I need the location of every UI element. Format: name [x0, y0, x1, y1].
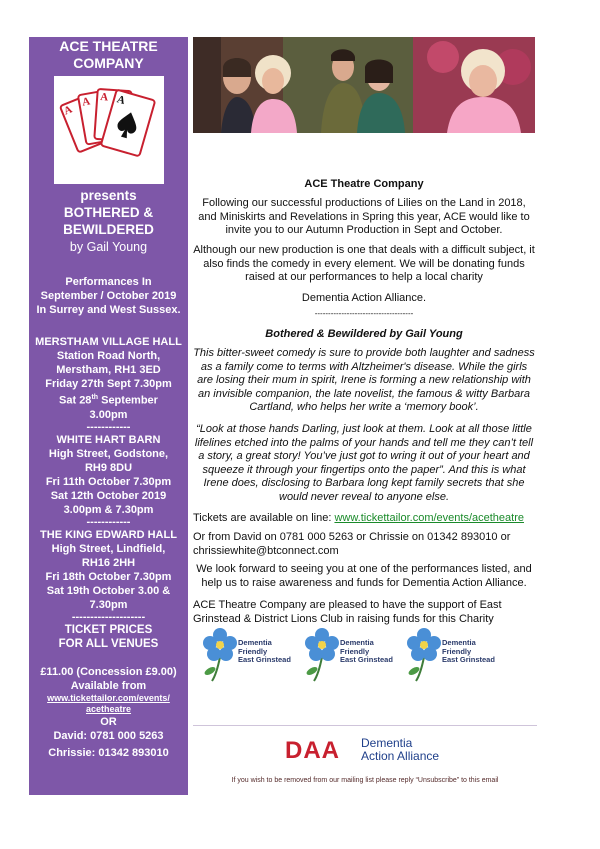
df-line: Dementia	[238, 638, 272, 647]
venue-date-month: September	[98, 394, 158, 407]
performances-line: Performances In	[65, 276, 152, 288]
venue-line: Fri 18th October 7.30pm	[45, 570, 172, 583]
sidebar-divider: ------------	[86, 420, 131, 433]
tickets-line	[193, 512, 535, 526]
svg-text:A: A	[61, 103, 74, 118]
quote-paragraph: “Look at those hands Darling, just look at them. Look at all those little lifelines etched into the palms of your hands and tell me they can’t tell a story, a great story! You’ve just got to wring it out of your heart and squeeze it through your fingertips onto the paper”. And this is what Irene does, disclosing to Barbara long kept family secrets that she would never reveal to anyone else.	[194, 423, 534, 503]
venue-line: Merstham, RH1 3ED	[56, 364, 161, 376]
production-paragraph: Although our new production is one that deals with a difficult subject, it also finds the comedy in every element. We will be donating funds raised at our performances to help a local charity	[193, 244, 535, 283]
company-title-line2: COMPANY	[73, 55, 144, 71]
performances-line: September / October 2019	[40, 290, 177, 302]
venue-godstone	[29, 433, 188, 517]
charity-name: Dementia Action Alliance.	[301, 292, 427, 304]
forget-me-not-icon	[302, 625, 342, 683]
venue-line: High Street, Lindfield,	[51, 542, 166, 555]
dementia-friendly-text	[340, 639, 393, 665]
ticket-url-link[interactable]	[29, 693, 188, 715]
or-label: OR	[100, 715, 117, 728]
ticket-url-line[interactable]: acetheatre	[85, 703, 132, 714]
daa-name-line: Dementia	[361, 736, 413, 750]
sidebar-divider: ------------	[86, 515, 131, 528]
footer-rule	[193, 725, 537, 726]
support-paragraph: ACE Theatre Company are pleased to have the support of East Grinstead & District Lions Club in raising funds for this Charity	[193, 599, 502, 625]
available-label: Available from	[70, 679, 147, 692]
svg-text:A: A	[99, 91, 109, 104]
forget-me-not-icon	[200, 625, 240, 683]
venue-line: Friday 27th Sept 7.30pm	[45, 378, 172, 390]
company-title-line1: ACE THEATRE	[59, 38, 158, 54]
dementia-friendly-logos	[200, 625, 530, 685]
dementia-friendly-text	[442, 639, 495, 665]
forget-me-not-icon	[404, 625, 444, 683]
closing-paragraph: We look forward to seeing you at one of the performances listed, and help us to raise awareness and funds for Dementia Action Alliance.	[196, 563, 532, 589]
venue-lindfield	[29, 528, 188, 612]
unsubscribe-note: If you wish to be removed from our mailing list please reply “Unsubscribe” to this email	[231, 777, 499, 784]
daa-name	[361, 737, 439, 763]
venue-line: Sat 12th October 2019	[50, 489, 167, 502]
dementia-friendly-logo	[200, 625, 296, 683]
ticket-info	[29, 665, 188, 693]
main-heading: ACE Theatre Company	[304, 178, 424, 190]
venue-line: 3.00pm & 7.30pm	[63, 503, 154, 516]
df-line: East Grinstead	[442, 655, 495, 664]
synopsis-paragraph: This bitter-sweet comedy is sure to provide both laughter and sadness as a family come to terms with Altzheimer's disease. While the girls are losing their mum in spirit, Irene is forming a new relationship with an invisible companion, the late novelist, the famous & witty Barbara Cartland, who helps her write a ‘memory book’.	[193, 347, 535, 413]
df-line: Friendly	[442, 646, 472, 656]
df-line: Friendly	[340, 646, 370, 656]
ticket-price: £11.00 (Concession £9.00)	[40, 665, 177, 678]
cast-photo-illustration	[193, 37, 535, 133]
dementia-friendly-logo	[404, 625, 500, 683]
venue-merstham	[29, 335, 188, 422]
playing-cards-icon	[54, 76, 164, 184]
ticket-url-line[interactable]: www.tickettailor.com/events/	[47, 692, 170, 703]
show-title-line2: BEWILDERED	[63, 222, 154, 237]
contact-email: chrissiewhite@btconnect.com	[193, 544, 339, 557]
df-line: Dementia	[340, 638, 374, 647]
venue-line: 7.30pm	[89, 598, 128, 611]
company-title	[29, 38, 188, 72]
venue-line: RH9 8DU	[84, 461, 133, 474]
venue-line: Sat 19th October 3.00 &	[46, 584, 171, 597]
contact-line: Or from David on 0781 000 5263 or Chrissie on 01342 893010 or	[193, 531, 511, 543]
venue-line: WHITE HART BARN	[56, 433, 161, 446]
venue-line	[29, 391, 188, 408]
contact-chrissie: Chrissie: 01342 893010	[48, 746, 169, 759]
contact-david: David: 0781 000 5263	[53, 729, 164, 742]
intro-paragraph: Following our successful productions of Lilies on the Land in 2018, and Miniskirts and Revelations in Spring this year, ACE would like to invite you to our Autumn Production in Sept and October.	[198, 197, 530, 236]
presents-label: presents	[80, 188, 137, 203]
daa-name-line: Action Alliance	[361, 749, 440, 763]
df-line: Dementia	[442, 638, 476, 647]
show-subtitle: Bothered & Bewildered by Gail Young	[265, 328, 463, 340]
section-divider: -------------------------------------	[314, 309, 414, 318]
venue-date: Sat 28	[59, 394, 92, 407]
df-line: Friendly	[238, 646, 268, 656]
performances-info	[29, 275, 188, 317]
svg-text:A: A	[80, 95, 91, 109]
venue-line: High Street, Godstone,	[48, 447, 169, 460]
venue-line: RH16 2HH	[81, 556, 136, 569]
venue-line: THE KING EDWARD HALL	[40, 528, 177, 541]
show-title	[29, 204, 188, 238]
daa-mark: DAA	[285, 737, 340, 764]
cast-photo	[193, 37, 535, 133]
venue-date-suffix: th	[91, 394, 99, 401]
venue-line: Fri 11th October 7.30pm	[45, 475, 172, 488]
df-line: East Grinstead	[238, 655, 291, 664]
performances-line: In Surrey and West Sussex.	[36, 304, 181, 316]
contact-info	[29, 715, 188, 760]
tickets-label: Tickets are available on line:	[193, 512, 335, 524]
dementia-friendly-logo	[302, 625, 398, 683]
sidebar-divider: --------------------	[71, 610, 146, 623]
tickets-url-link[interactable]: www.tickettailor.com/events/acetheatre	[334, 512, 524, 524]
venue-line: MERSTHAM VILLAGE HALL	[35, 336, 182, 348]
sidebar	[29, 37, 188, 795]
ticket-prices-line: FOR ALL VENUES	[58, 637, 159, 650]
ticket-prices-heading	[29, 623, 188, 651]
dementia-friendly-text	[238, 639, 291, 665]
svg-text:A: A	[115, 93, 126, 108]
venue-line: 3.00pm	[89, 408, 128, 421]
company-logo	[54, 76, 164, 184]
df-line: East Grinstead	[340, 655, 393, 664]
author-label: by Gail Young	[69, 240, 148, 254]
contact-paragraph	[193, 531, 535, 558]
venue-line: Station Road North,	[56, 350, 161, 362]
ticket-prices-line: TICKET PRICES	[64, 623, 153, 636]
show-title-line1: BOTHERED &	[63, 205, 154, 220]
